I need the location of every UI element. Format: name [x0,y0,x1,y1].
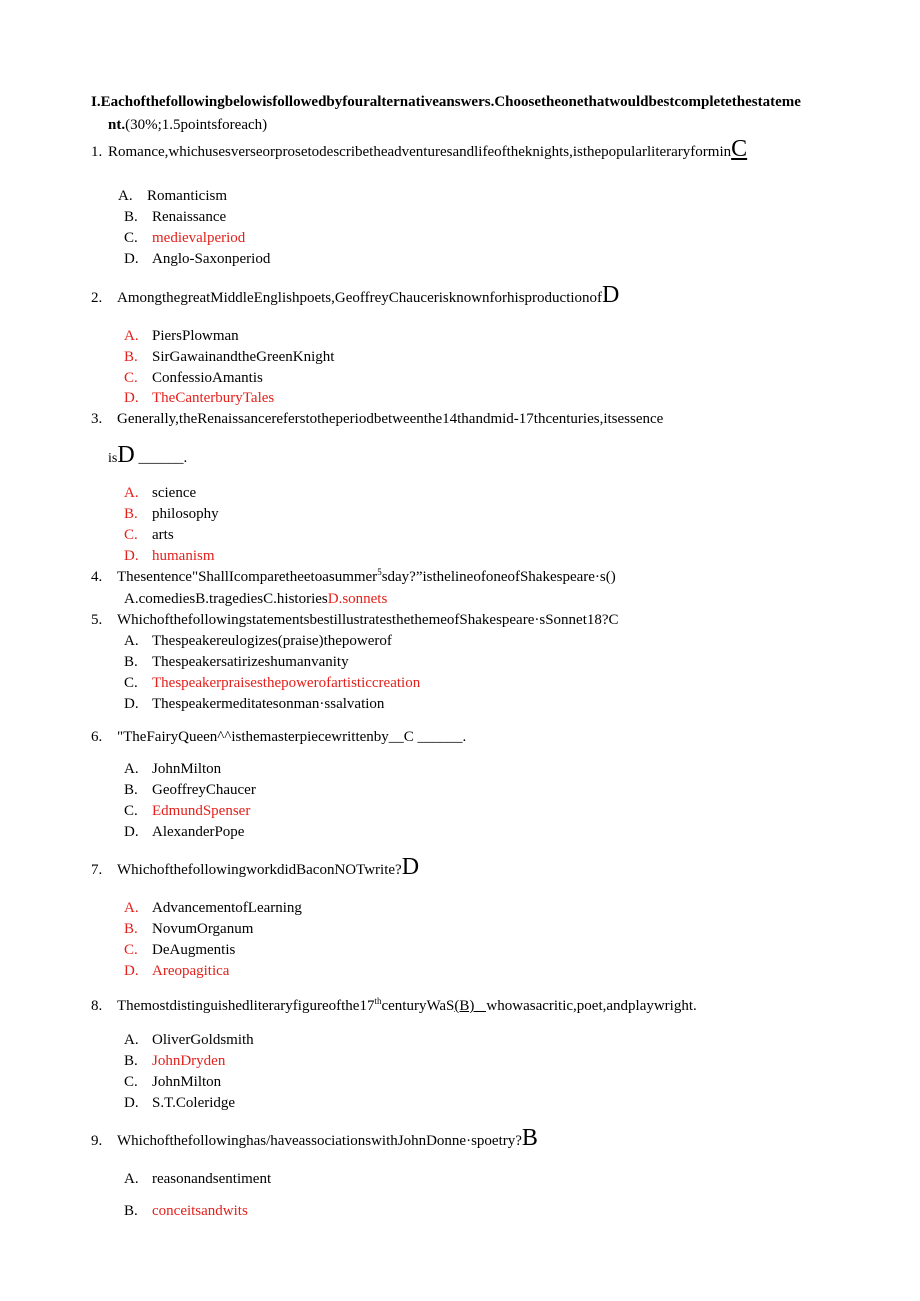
option-letter: D. [124,696,139,712]
question-2-option-d [124,389,274,407]
option-text: TheCanterburyTales [152,390,275,406]
question-text: Romance,whichusesverseorprosetodescribetheadventuresandlifeoftheknights,isthepopularliteraryformin [108,144,732,160]
scoring-note: (30%;1.5pointsforeach) [125,117,268,133]
option-letter: A. [118,188,133,204]
question-text-continued: is [108,451,118,466]
answer-mark: D [117,442,135,468]
question-7-option-a [124,899,302,917]
option-letter: D. [124,548,139,564]
question-5 [91,611,619,629]
question-4-options [124,590,387,608]
question-number: 5. [91,612,103,628]
question-text: Whichofthefollowinghas/haveassociationswithJohnDonne·spoetry? [117,1133,522,1149]
option-letter: C. [124,942,138,958]
question-3-option-b [124,505,219,523]
question-9-option-b [124,1202,248,1220]
option-text: Thespeakersatirizeshumanvanity [152,654,349,670]
question-8-option-a [124,1031,254,1049]
question-5-option-b [124,653,349,671]
option-letter: D. [124,1095,139,1111]
question-text-continued: sday?”isthelineofoneofShakespeare·s() [381,569,616,585]
question-4-option-d: D.sonnets [327,591,388,607]
question-text: Themostdistinguishedliteraryfigureofthe17 [117,998,375,1014]
section-instructions-continued [108,116,267,134]
option-letter: A. [124,761,139,777]
option-letter: A. [124,328,139,344]
question-3-option-c [124,526,174,544]
question-text: Thesentence"ShallIcomparetheetoasummer [117,569,378,585]
option-letter: A. [124,1032,139,1048]
answer-mark: C [403,729,414,745]
question-8 [91,997,697,1015]
question-3-option-d [124,547,215,565]
question-3-option-a [124,484,196,502]
option-text: DeAugmentis [152,942,236,958]
option-text: GeoffreyChaucer [152,782,256,798]
question-6-option-b [124,781,256,799]
option-letter: B. [124,349,138,365]
question-4-option-c: C.histories [263,591,328,607]
option-text: Renaissance [152,209,227,225]
question-8-option-c [124,1073,221,1091]
question-number: 9. [91,1133,103,1149]
question-number: 3. [91,411,103,427]
option-letter: C. [124,370,138,386]
option-text: reasonandsentiment [152,1171,272,1187]
question-9 [91,1125,538,1151]
question-text: "TheFairyQueen^^isthemasterpiecewrittenby [117,729,389,745]
option-text: AdvancementofLearning [152,900,302,916]
question-text-middle: centuryWaS [381,998,455,1014]
option-text: Areopagitica [152,963,230,979]
option-text: Romanticism [147,188,227,204]
option-letter: D. [124,251,139,267]
question-text-end: whowasacritic,poet,andplaywright. [486,998,697,1014]
question-2-option-c [124,369,263,387]
option-text: Thespeakereulogizes(praise)thepowerof [152,633,392,649]
option-letter: B. [124,1203,138,1219]
question-2-option-a [124,327,239,345]
option-letter: B. [124,1053,138,1069]
question-1 [91,136,748,162]
option-text: science [152,485,197,501]
answer-blank: ______. [134,450,188,466]
option-letter: A. [124,485,139,501]
instructions-end: nt. [108,117,126,133]
question-text: WhichofthefollowingstatementsbestillustratesthethemeofShakespeare·sSonnet18? [117,612,609,628]
question-6-option-a [124,760,221,778]
option-text: SirGawainandtheGreenKnight [152,349,335,365]
option-text: conceitsandwits [152,1203,248,1219]
question-number: 1. [91,144,103,160]
question-number: 7. [91,862,103,878]
question-1-option-c [124,229,245,247]
answer-mark: D [401,854,420,880]
superscript: th [374,996,382,1006]
option-text: NovumOrganum [152,921,254,937]
section-instructions: I.Eachofthefollowingbelowisfollowedbyfouralternativeanswers.Choosetheonethatwouldbestcompletethestateme [91,94,801,110]
option-text: humanism [152,548,215,564]
answer-mark: C [608,612,619,628]
option-text: Thespeakerpraisesthepowerofartisticcreation [152,675,421,691]
option-letter: C. [124,527,138,543]
question-text: WhichofthefollowingworkdidBaconNOTwrite? [117,862,402,878]
question-3-line-2 [108,442,188,468]
option-text: AlexanderPope [152,824,245,840]
option-text: medievalperiod [152,230,246,246]
option-letter: D. [124,824,139,840]
question-8-option-d [124,1094,235,1112]
superscript: 5 [377,567,382,577]
question-4-option-b: B.tragedies [195,591,264,607]
question-7-option-b [124,920,253,938]
option-text: S.T.Coleridge [152,1095,236,1111]
question-9-option-a [124,1170,271,1188]
question-4 [91,568,616,586]
question-1-option-b [124,208,226,226]
question-number: 2. [91,290,103,306]
answer-mark: D [602,282,620,308]
answer-mark: B [521,1125,538,1151]
question-7 [91,854,420,880]
option-text: arts [152,527,174,543]
answer-blank [474,1010,486,1012]
question-5-option-d [124,695,384,713]
option-text: EdmundSpenser [152,803,251,819]
answer-blank-after: ______. [413,729,467,745]
option-letter: A. [124,633,139,649]
option-text: JohnMilton [152,1074,222,1090]
question-5-option-a [124,632,392,650]
option-text: JohnDryden [152,1053,226,1069]
question-1-option-d [124,250,270,268]
question-2 [91,282,620,308]
option-letter: D. [124,390,139,406]
question-number: 6. [91,729,103,745]
question-3 [91,410,663,428]
option-letter: D. [124,963,139,979]
option-letter: B. [124,654,138,670]
option-text: Thespeakermeditatesonman·ssalvation [152,696,385,712]
option-text: philosophy [152,506,219,522]
answer-mark: C [731,136,748,162]
option-text: PiersPlowman [152,328,239,344]
option-text: Anglo-Saxonperiod [152,251,271,267]
option-letter: A. [124,900,139,916]
option-letter: C. [124,675,138,691]
question-text: Generally,theRenaissancereferstotheperiodbetweenthe14thandmid-17thcenturies,itsessence [117,411,664,427]
question-number: 4. [91,569,103,585]
option-letter: A. [124,1171,139,1187]
option-letter: C. [124,1074,138,1090]
option-letter: C. [124,230,138,246]
option-text: ConfessioAmantis [152,370,263,386]
question-4-option-a: A.comedies [124,591,196,607]
option-text: OliverGoldsmith [152,1032,254,1048]
question-6 [91,728,466,746]
answer-mark: (B) [454,998,475,1014]
answer-blank-before: __ [388,729,404,745]
question-8-option-b [124,1052,225,1070]
option-letter: B. [124,209,138,225]
question-2-option-b [124,348,334,366]
question-1-option-a [118,187,227,205]
question-text: AmongthegreatMiddleEnglishpoets,GeoffreyChaucerisknownforhisproductionof [117,290,603,306]
question-6-option-c [124,802,250,820]
question-number: 8. [91,998,103,1014]
question-7-option-c [124,941,235,959]
option-letter: C. [124,803,138,819]
question-7-option-d [124,962,229,980]
option-letter: B. [124,921,138,937]
option-letter: B. [124,506,138,522]
option-text: JohnMilton [152,761,222,777]
question-6-option-d [124,823,244,841]
question-5-option-c [124,674,420,692]
option-letter: B. [124,782,138,798]
